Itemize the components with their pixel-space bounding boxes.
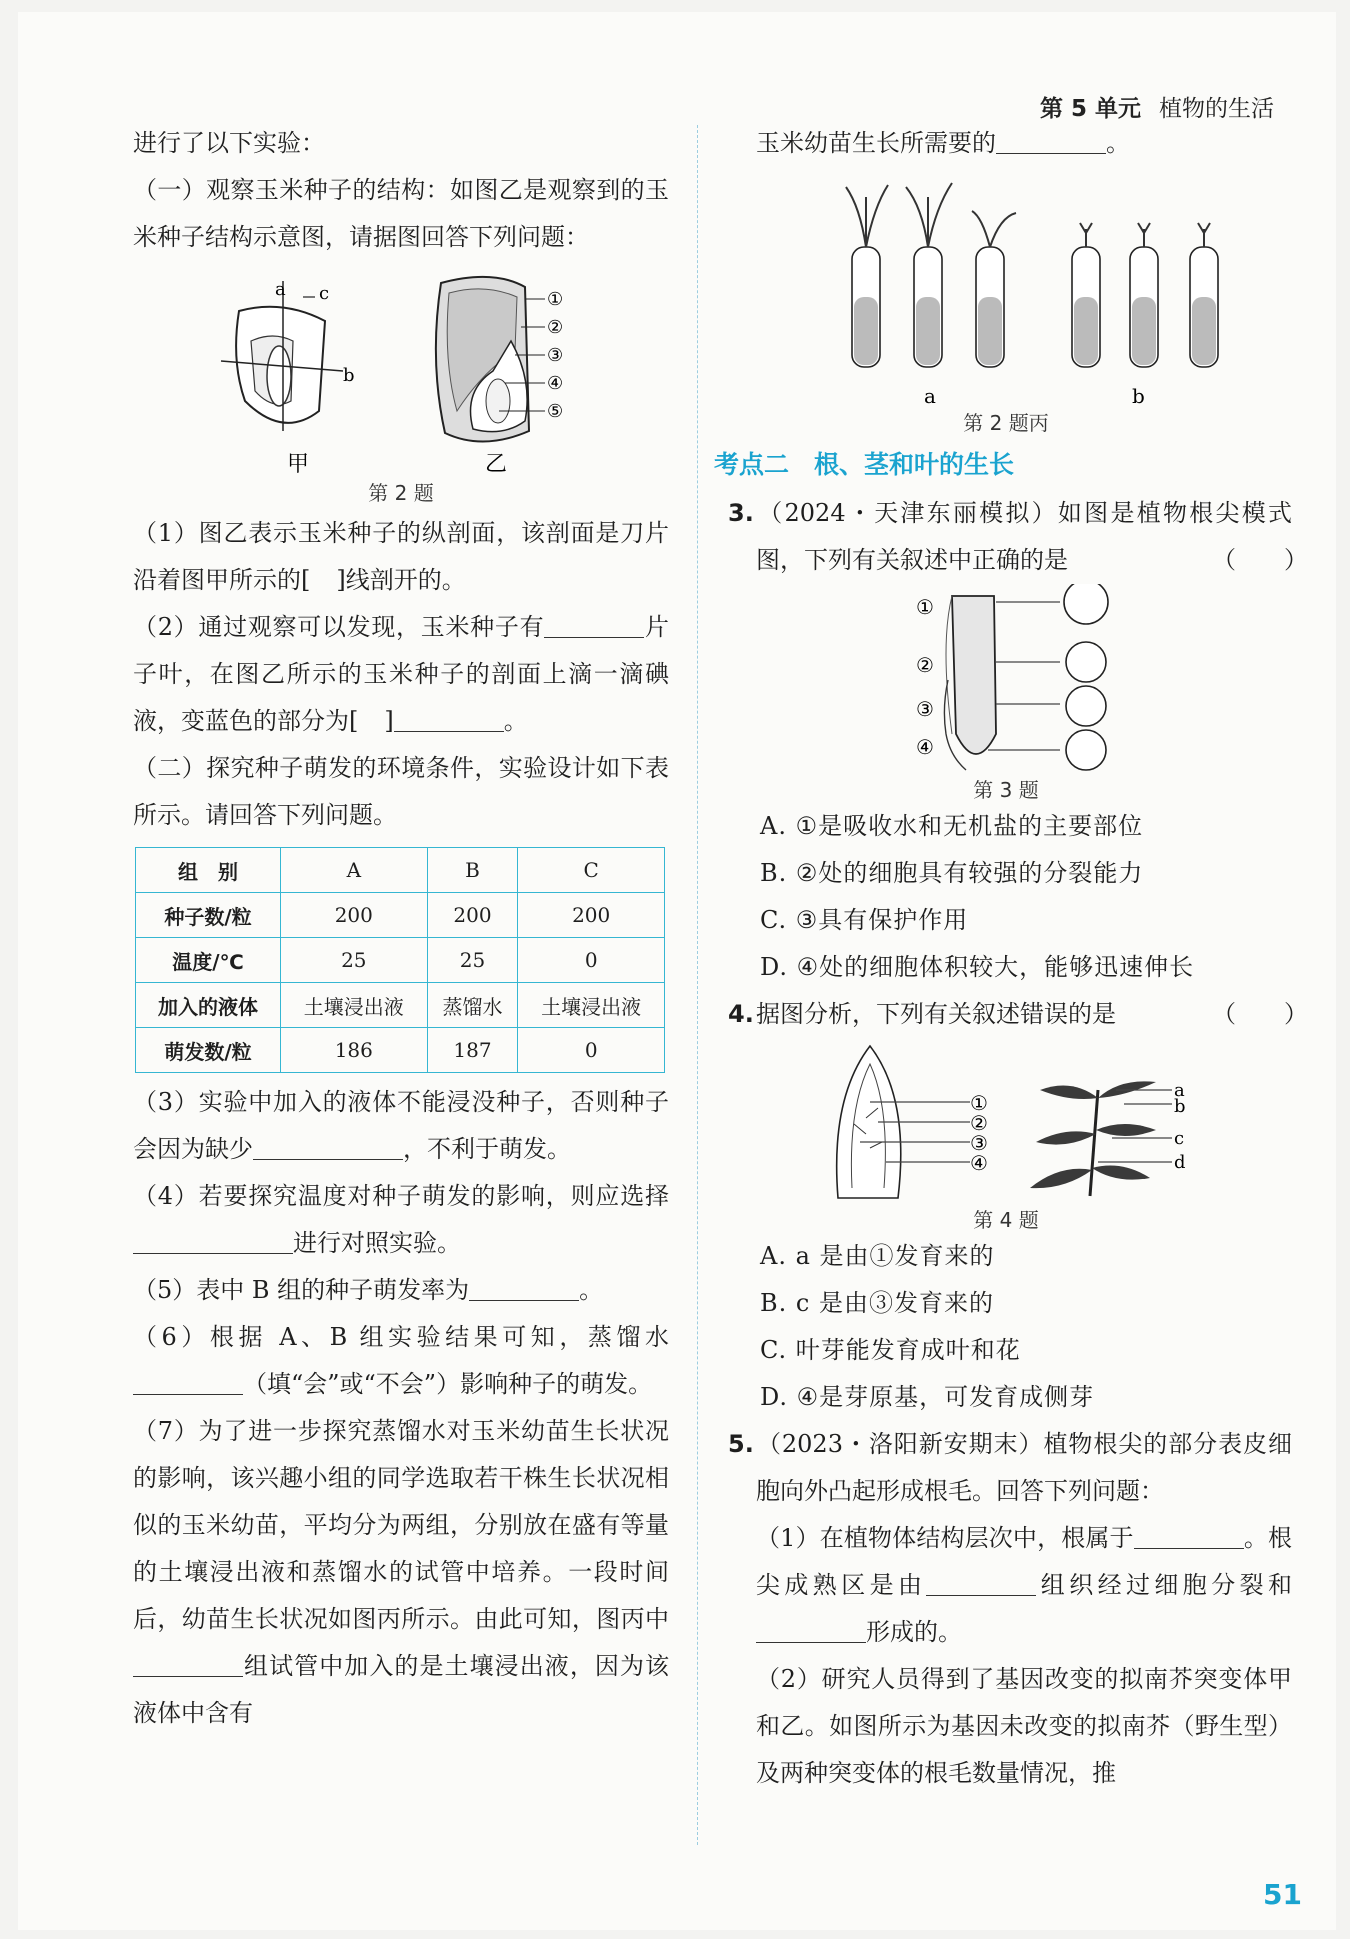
experiment-table (135, 847, 665, 1073)
label-n1: ① (547, 289, 564, 310)
label-n5: ⑤ (547, 401, 564, 422)
table-cell: 25 (427, 938, 518, 983)
page-number: 51 (1263, 1878, 1302, 1911)
table-cell: 萌发数/粒 (136, 1028, 281, 1073)
table-cell: 种子数/粒 (136, 893, 281, 938)
q2-2: （2）通过观察可以发现，玉米种子有 片子叶，在图乙所示的玉米种子的剖面上滴一滴碘液，变蓝色的部分为[ ] 。 (133, 613, 669, 735)
answer-blank[interactable] (133, 1229, 293, 1254)
right-column (714, 120, 1308, 1797)
label-leaf-c: c (1174, 1128, 1185, 1149)
option-b[interactable]: B. c 是由③发育来的 (760, 1289, 994, 1317)
table-cell: 200 (427, 893, 518, 938)
option-c[interactable]: C. 叶芽能发育成叶和花 (760, 1336, 1021, 1364)
running-header (1040, 90, 1274, 123)
answer-blank[interactable] (544, 613, 644, 638)
label-n4: ④ (547, 373, 564, 394)
answer-blank[interactable] (996, 129, 1106, 154)
option-b[interactable]: B. ②处的细胞具有较强的分裂能力 (760, 859, 1144, 887)
table-cell: 组 别 (136, 848, 281, 893)
answer-blank[interactable] (133, 1652, 243, 1677)
q5-2: （2）研究人员得到了基因改变的拟南芥突变体甲和乙。如图所示为基因未改变的拟南芥（野生型）及两种突变体的根毛数量情况，推 (756, 1665, 1292, 1787)
bud-and-branch-diagram (720, 1038, 1292, 1204)
q2-4: （4）若要探究温度对种子萌发的影响，则应选择进行对照实验。 (133, 1182, 669, 1257)
q4-stem: 4.据图分析，下列有关叙述错误的是 （ ） (720, 991, 1292, 1038)
figure-q3-root-tip (720, 584, 1292, 774)
label-n3: ③ (547, 345, 564, 366)
label-leaf-b: b (1174, 1096, 1186, 1117)
table-cell: A (281, 848, 428, 893)
label-n1: ① (970, 1091, 988, 1115)
unit-title: 植物的生活 (1159, 96, 1274, 122)
option-d[interactable]: D. ④是芽原基，可发育成侧芽 (760, 1383, 1095, 1411)
table-cell: 187 (427, 1028, 518, 1073)
q2-5: （5）表中 B 组的种子萌发率为 。 (133, 1276, 604, 1304)
table-row (136, 893, 665, 938)
label-a: a (275, 279, 286, 300)
q2-3: （3）实验中加入的液体不能浸没种子，否则种子会因为缺少 ，不利于萌发。 (133, 1088, 669, 1163)
answer-blank[interactable] (133, 1370, 243, 1395)
table-cell: 200 (281, 893, 428, 938)
table-cell: C (518, 848, 665, 893)
table-cell: 温度/℃ (136, 938, 281, 983)
root-tip-diagram (720, 584, 1292, 774)
label-n2: ② (547, 317, 564, 338)
option-a[interactable]: A. a 是由①发育来的 (760, 1242, 995, 1270)
table-cell: 0 (518, 938, 665, 983)
table-row (136, 938, 665, 983)
table-cell: B (427, 848, 518, 893)
label-yi: 乙 (485, 452, 508, 477)
label-jia: 甲 (287, 452, 310, 477)
table-cell: 加入的液体 (136, 983, 281, 1028)
q2-7: （7）为了进一步探究蒸馏水对玉米幼苗生长状况的影响，该兴趣小组的同学选取若干株生长状况相似的玉米幼苗，平均分为两组，分别放在盛有等量的土壤浸出液和蒸馏水的试管中培养。一段时间后，幼苗生长状况如图丙所示。由此可知，图丙中组试管中加入的是土壤浸出液，因为该液体中含有 (133, 1417, 669, 1727)
table-cell: 土壤浸出液 (281, 983, 428, 1028)
figure-q2-seedlings (720, 167, 1292, 407)
answer-blank[interactable] (253, 1135, 403, 1160)
figure-q2c-caption: 第 2 题丙 (963, 411, 1049, 435)
label-tube-b: b (1132, 384, 1145, 407)
label-n3: ③ (916, 697, 934, 721)
label-leaf-d: d (1174, 1152, 1186, 1173)
answer-blank[interactable] (926, 1571, 1036, 1596)
answer-paren[interactable]: （ ） (1212, 1000, 1308, 1028)
label-n4: ④ (916, 735, 934, 759)
label-b: b (343, 365, 355, 386)
figure-q2-caption: 第 2 题 (368, 481, 434, 505)
intro-text: 进行了以下实验： (133, 129, 325, 157)
label-n2: ② (970, 1111, 988, 1135)
label-tube-a: a (924, 384, 936, 407)
q5-stem: 5.（2023・洛阳新安期末）植物根尖的部分表皮细胞向外凸起形成根毛。回答下列问题： (728, 1430, 1292, 1505)
figure-q2-seed (133, 261, 669, 491)
figure-q4-caption: 第 4 题 (973, 1208, 1039, 1232)
option-c[interactable]: C. ③具有保护作用 (760, 906, 969, 934)
table-cell: 25 (281, 938, 428, 983)
label-n2: ② (916, 653, 934, 677)
table-cell: 0 (518, 1028, 665, 1073)
q3-stem: 3.（2024・天津东丽模拟）如图是植物根尖模式图，下列有关叙述中正确的是 （ ） (720, 490, 1292, 584)
seedling-test-tubes (720, 167, 1292, 407)
answer-blank[interactable] (1134, 1524, 1244, 1549)
part2-text: （二）探究种子萌发的环境条件，实验设计如下表所示。请回答下列问题。 (133, 754, 669, 829)
left-column (133, 120, 669, 1737)
label-c: c (319, 283, 330, 304)
label-leaf-a: a (1174, 1080, 1185, 1101)
figure-q3-caption: 第 3 题 (973, 778, 1039, 802)
part1-text: （一）观察玉米种子的结构：如图乙是观察到的玉米种子结构示意图，请据图回答下列问题： (133, 176, 669, 251)
q2-7-cont: 玉米幼苗生长所需要的 。 (756, 129, 1130, 157)
table-row (136, 1028, 665, 1073)
answer-blank[interactable] (394, 707, 504, 732)
table-cell: 蒸馏水 (427, 983, 518, 1028)
table-cell: 186 (281, 1028, 428, 1073)
option-d[interactable]: D. ④处的细胞体积较大，能够迅速伸长 (760, 953, 1195, 981)
figure-q4-bud (720, 1038, 1292, 1204)
answer-blank[interactable] (756, 1618, 866, 1643)
corn-seed-diagram (133, 261, 669, 491)
table-cell: 200 (518, 893, 665, 938)
column-divider (697, 125, 698, 1845)
table-cell: 土壤浸出液 (518, 983, 665, 1028)
section-heading: 考点二 根、茎和叶的生长 (714, 450, 1015, 479)
unit-label: 第 5 单元 (1039, 96, 1141, 122)
option-a[interactable]: A. ①是吸收水和无机盐的主要部位 (760, 812, 1144, 840)
table-row (136, 848, 665, 893)
answer-paren[interactable]: （ ） (1212, 546, 1308, 574)
q2-6: （6）根据 A、B 组实验结果可知，蒸馏水（填“会”或“不会”）影响种子的萌发。 (133, 1323, 669, 1398)
answer-blank[interactable] (469, 1276, 579, 1301)
label-n1: ① (916, 595, 934, 619)
q5-1: （1）在植物体结构层次中，根属于 。根尖成熟区是由 组织经过细胞分裂和形成的。 (756, 1524, 1293, 1646)
label-n3: ③ (970, 1131, 988, 1155)
table-row (136, 983, 665, 1028)
label-n4: ④ (970, 1151, 988, 1175)
q2-1: （1）图乙表示玉米种子的纵剖面，该剖面是刀片沿着图甲所示的[ ]线剖开的。 (133, 519, 669, 594)
